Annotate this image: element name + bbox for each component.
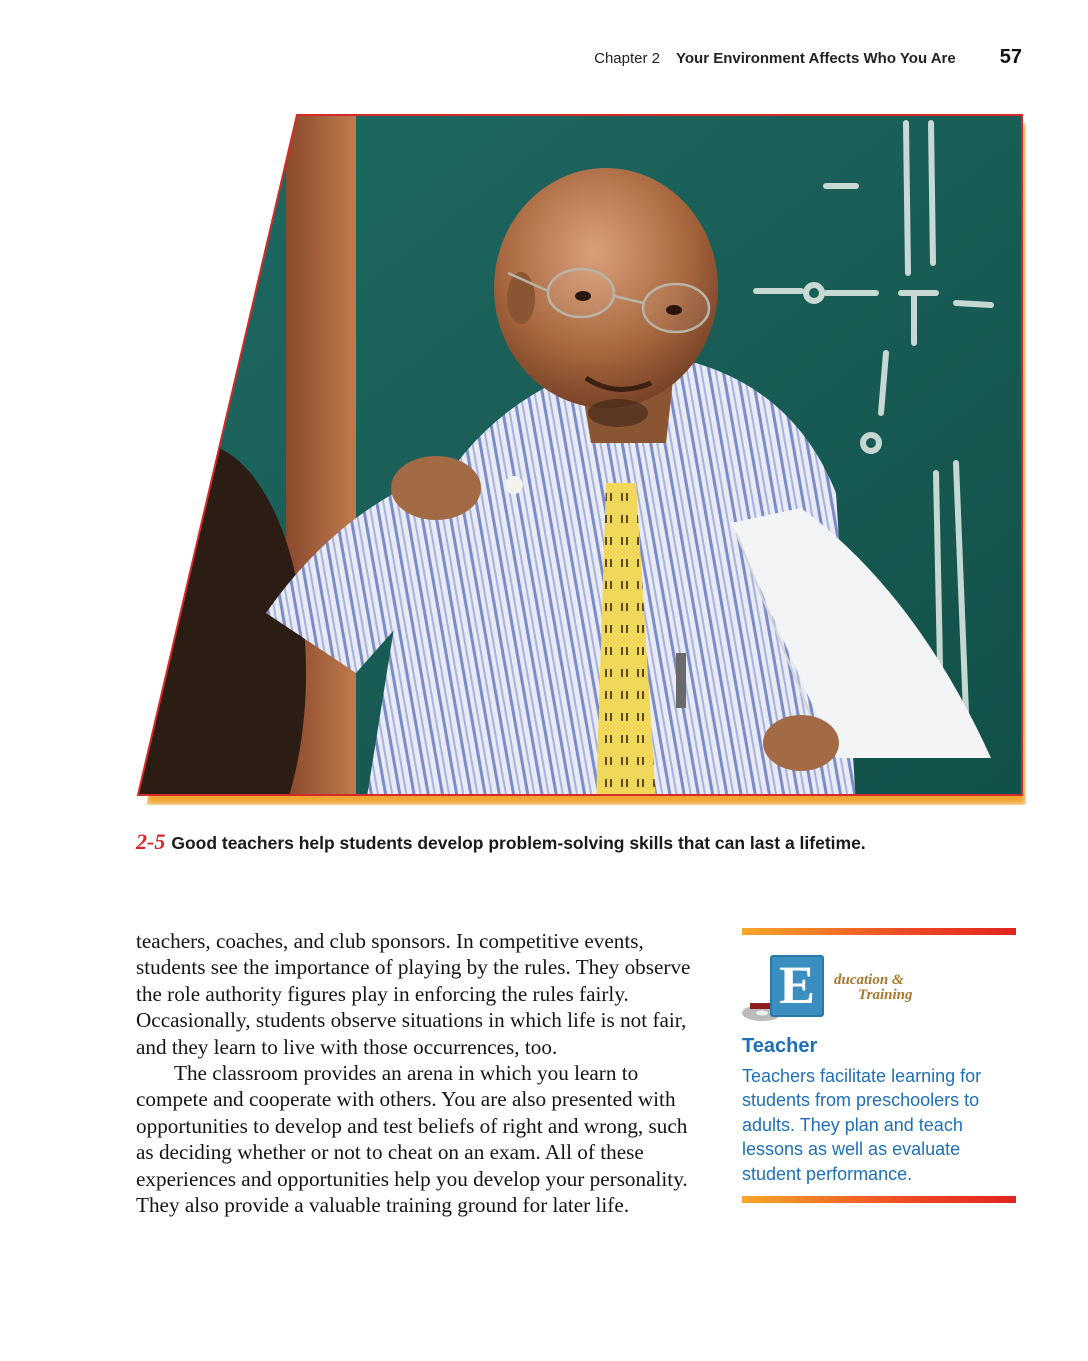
- figure-caption-text: Good teachers help students develop problem-solving skills that can last a lifetime.: [171, 833, 866, 853]
- education-training-icon: [742, 945, 842, 1033]
- logo-line-1: ducation &: [834, 972, 904, 988]
- career-description: Teachers facilitate learning for students from preschoolers to adults. They plan and teach lessons as well as evaluate student performance.: [742, 1066, 982, 1184]
- paragraph-1: teachers, coaches, and club sponsors. In competitive events, students see the importance of playing by the rules. They observe the role authority figures play in enforcing the rules fairly. Occasionally, students observe situations in which life is not fair, and they learn to live with those occurrences, too.: [136, 929, 691, 1059]
- education-training-logo: [742, 945, 1016, 1033]
- career-title: Teacher: [742, 1035, 818, 1057]
- teacher-photo: [136, 113, 1028, 803]
- logo-text: [834, 973, 912, 1003]
- figure-number: 2-5: [136, 829, 166, 854]
- logo-letter: E: [778, 955, 816, 1015]
- chapter-title: Your Environment Affects Who You Are: [676, 50, 956, 67]
- running-head: [400, 46, 1022, 69]
- career-top-rule: [742, 928, 1016, 935]
- page-number: 57: [999, 46, 1022, 68]
- career-bottom-rule: [742, 1196, 1016, 1203]
- body-text: [136, 928, 706, 1218]
- logo-line-2: Training: [858, 987, 913, 1003]
- figure-caption: [136, 828, 876, 857]
- photo-illustration: [136, 113, 1028, 803]
- chapter-label: Chapter 2: [594, 50, 660, 67]
- career-sidebar: [742, 928, 1016, 1203]
- paragraph-2: The classroom provides an arena in which you learn to compete and cooperate with others. You are also presented with opportunities to develop and test beliefs of right and wrong, such as deciding whether or not to cheat on an exam. All of these experiences and opportunities help you develop your personality. They also provide a valuable training ground for later life.: [136, 1061, 688, 1218]
